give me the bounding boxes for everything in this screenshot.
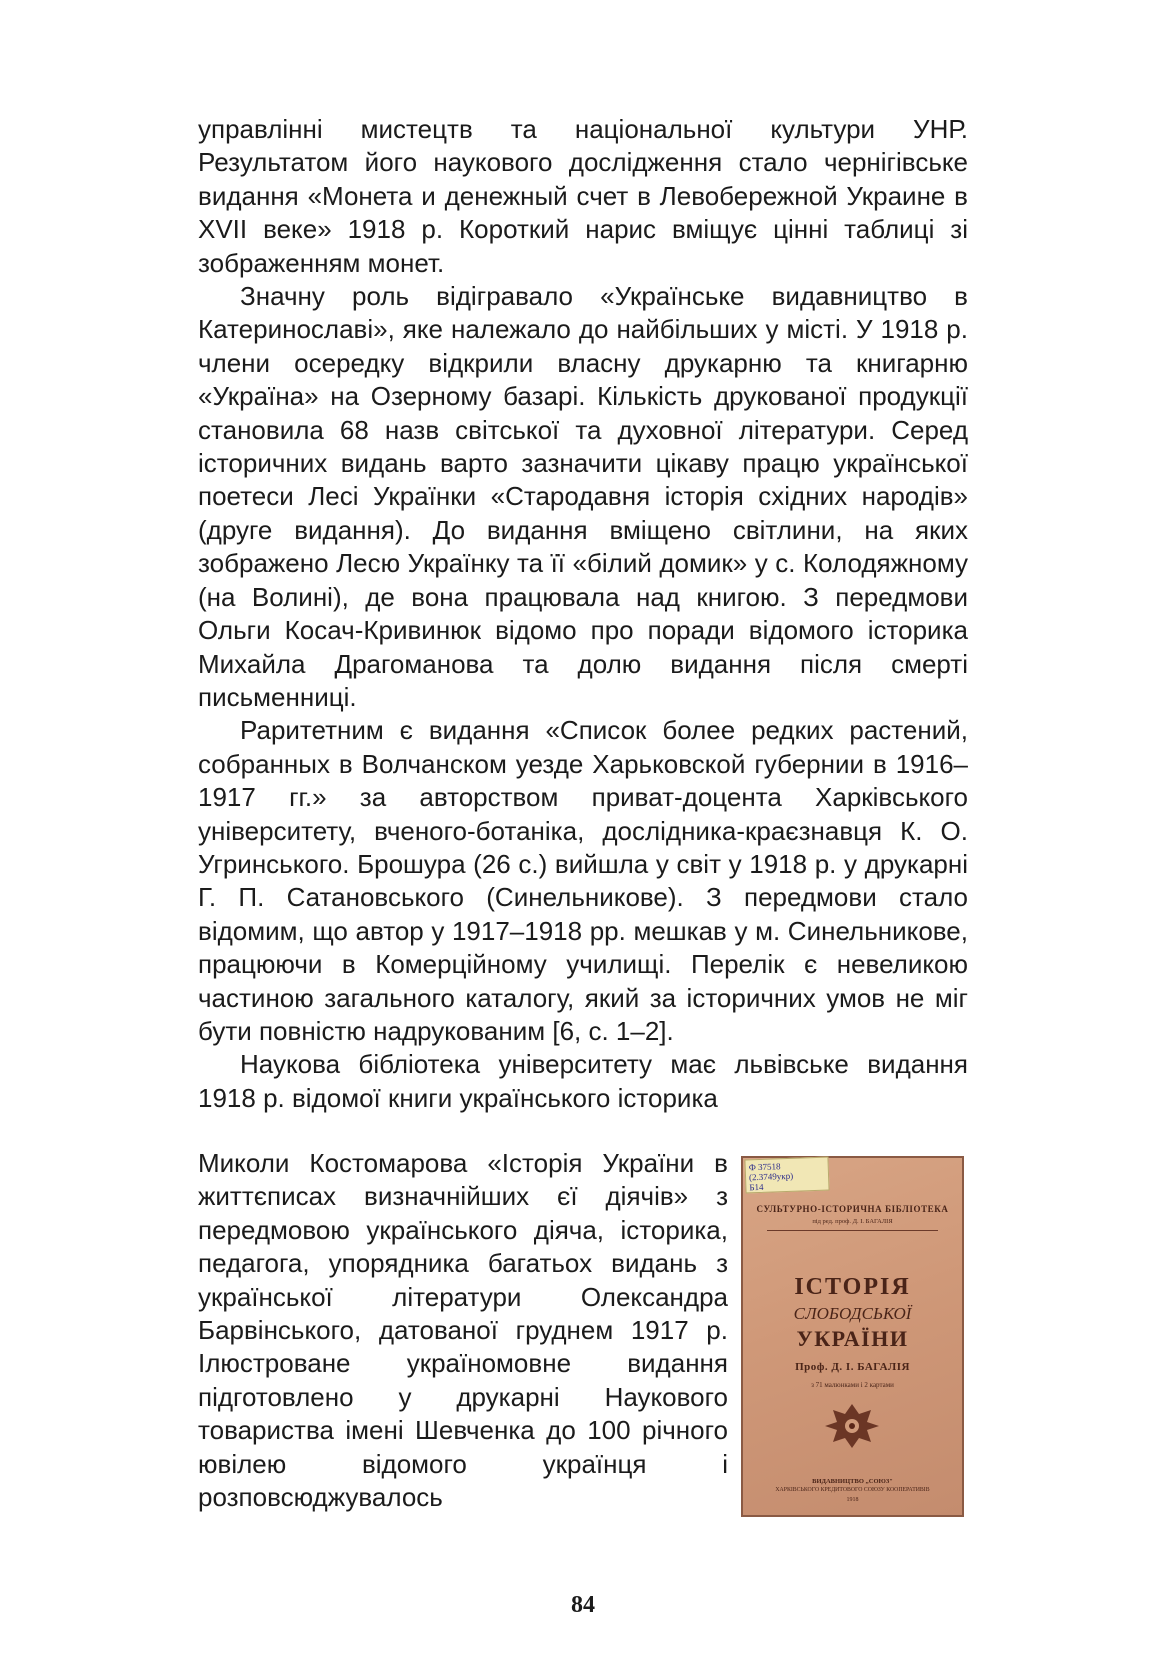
cover-editor: під ред. проф. Д. І. БАГАЛІЯ — [812, 1218, 893, 1225]
wrapped-text-block — [198, 1147, 728, 1514]
paragraph-1: управлінні мистецтв та національної культури УНР. Результатом його наукового дослідження стало чернігівське видання «Монета и денежный счет в Левобережной Украине в XVII веке» 1918 р. Короткий нарис вміщує цінні таблиці зі зображенням монет. — [198, 114, 968, 278]
paragraph-4-continued: Миколи Костомарова «Історія України в життєписах визначнійших єї діячів» з передмовою українського діяча, історика, педагога, упорядника багатьох видань з української літератури Олександра Барвінського, датованої груднем 1917 р. Ілюстроване україномовне видання підготовлено у друкарні Наукового товариства імені Шевченка до 100 річного ювілею відомого українця і розповсюджувалось — [198, 1148, 728, 1513]
page-number: 84 — [571, 1592, 595, 1618]
stamp-line: Ф 37518 — [748, 1161, 781, 1173]
cover-title-line-1: ІСТОРІЯ — [794, 1274, 911, 1300]
cover-title-line-3: УКРАЇНИ — [796, 1326, 909, 1351]
book-cover-image — [741, 1156, 964, 1517]
paragraph-3: Раритетним є видання «Список более редких растений, собранных в Волчанском уезде Харьковской губернии в 1916–1917 гг.» за авторством приват-доцента Харківського університету, вченого-ботаніка, дослідника-краєзнавця К. О. Угринського. Брошура (26 с.) вийшла у світ у 1918 р. у друкарні Г. П. Сатановського (Синельникове). З передмови стало відомим, що автор у 1917–1918 рр. мешкав у м. Синельникове, працюючи в Комерційному училищі. Перелік є невеликою частиною загального каталогу, який за історичних умов не міг бути повністю надрукованим [6, с. 1–2]. — [198, 715, 968, 1046]
stamp-line: (2.3749укр) — [748, 1170, 794, 1183]
cover-year: 1918 — [846, 1497, 859, 1503]
paragraph-4: Наукова бібліотека університету має львівське видання 1918 р. відомої книги українського історика — [198, 1049, 968, 1113]
cover-series: СУЛЬТУРНО-ІСТОРИЧНА БІБЛІОТЕКА — [756, 1204, 949, 1214]
cover-publisher: ВИДАВНИЦТВО „СОЮЗ" — [812, 1478, 893, 1485]
ornament-icon — [821, 1400, 883, 1452]
main-text-block — [198, 113, 968, 1115]
paragraph-2: Значну роль відігравало «Українське видавництво в Катеринославі», яке належало до найбільших у місті. У 1918 р. члени осередку відкрили власну друкарню та книгарню «Україна» на Озерному базарі. Кількість друкованої продукції становила 68 назв світської та духовної літератури. Серед історичних видань варто зазначити цікаву працю української поетеси Лесі Українки «Стародавня історія східних народів» (друге видання). До видання вміщено світлини, на яких зображено Лесю Українку та її «білий домик» у с. Колодяжному (на Волині), де вона працювала над книгою. З передмови Ольги Косач-Кривинюк відомо про поради відомого історика Михайла Драгоманова та долю видання після смерті письменниці. — [198, 281, 968, 712]
cover-divider — [767, 1230, 938, 1231]
cover-title-line-2: СЛОБОДСЬКОЇ — [793, 1304, 912, 1323]
cover-illustrations-note: з 71 малюнками і 2 картами — [811, 1381, 894, 1389]
library-stamp — [744, 1157, 829, 1194]
stamp-line: Б14 — [749, 1181, 764, 1193]
cover-author: Проф. Д. І. БАГАЛІЯ — [795, 1361, 910, 1373]
cover-publisher-sub: ХАРКІВСЬКОГО КРЕДИТОВОГО СОЮЗУ КООПЕРАТИВІВ — [775, 1487, 930, 1493]
